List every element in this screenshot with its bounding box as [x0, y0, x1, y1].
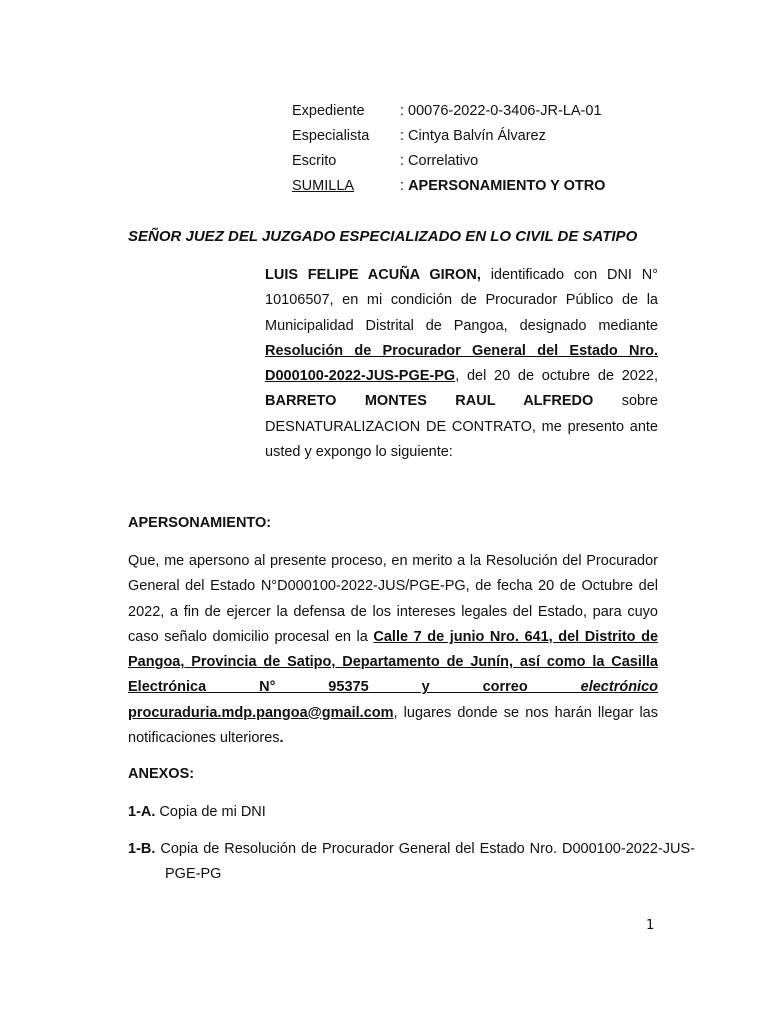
annex-item — [128, 837, 695, 888]
annex-key: 1-B. — [128, 841, 156, 857]
intro-text-3: sobre DESNATURALIZACION DE CONTRATO, me presento ante usted y expongo lo siguiente: — [265, 393, 658, 461]
header-label: Escrito — [292, 153, 337, 169]
annex-text: Copia de mi DNI — [155, 804, 266, 820]
email-word: electrónico — [580, 679, 658, 696]
apersonamiento-text-2: , lugares donde se nos harán llegar las notificaciones ulteriores — [128, 704, 658, 747]
apersonamiento-text-1: Que, me apersono al presente proceso, en merito a la Resolución del Procurador General del Estado N°D000100-2022-JUS/PGE-PG, de fecha 20 de Octubre del 2022, a fin de ejercer la defensa de los intereses legales del Estado, para cuyo caso señalo domicilio procesal en la — [128, 553, 658, 645]
apersonamiento-paragraph — [128, 549, 658, 751]
party-name: BARRETO MONTES RAUL ALFREDO — [265, 393, 594, 410]
sumilla-value: APERSONAMIENTO Y OTRO — [408, 178, 606, 194]
attorney-name: LUIS FELIPE ACUÑA GIRON, — [265, 267, 481, 283]
resolution-reference: Resolución de Procurador General del Estado Nro. D000100-2022-JUS-PGE-PG — [265, 342, 658, 385]
procedural-address: Calle 7 de junio Nro. 641, del Distrito de Pangoa, Provincia de Satipo, Departamento de Junín, así como la Casilla Electrónica N° 95375 y correo — [128, 628, 659, 696]
header-value — [400, 176, 605, 201]
case-header — [292, 101, 605, 201]
header-value: : Correlativo — [400, 153, 479, 169]
header-row-escrito — [292, 151, 605, 176]
closing-period: . — [279, 730, 284, 747]
header-value: : 00076-2022-0-3406-JR-LA-01 — [400, 103, 602, 119]
intro-paragraph — [265, 263, 658, 465]
intro-text-1: identificado con DNI N° 10106507, en mi condición de Procurador Público de la Municipalidad Distrital de Pangoa, designado mediante — [265, 267, 658, 334]
anexos-title: ANEXOS: — [128, 766, 195, 782]
email-address: procuraduria.mdp.pangoa@gmail.com — [128, 704, 394, 721]
header-label: Especialista — [292, 128, 370, 144]
annex-item — [128, 800, 658, 825]
header-separator: : — [400, 178, 409, 194]
apersonamiento-title: APERSONAMIENTO: — [128, 515, 272, 531]
header-row-especialista — [292, 126, 605, 151]
annex-text: Copia de Resolución de Procurador General del Estado Nro. D000100-2022-JUS-PGE-PG — [155, 841, 695, 883]
annex-key: 1-A. — [128, 804, 156, 820]
header-row-expediente — [292, 101, 605, 126]
intro-text-2: , del 20 de octubre de 2022, — [455, 368, 658, 385]
page-number: 1 — [646, 918, 655, 933]
header-value: : Cintya Balvín Álvarez — [400, 128, 546, 144]
addressee-heading: SEÑOR JUEZ DEL JUZGADO ESPECIALIZADO EN LO CIVIL DE SATIPO — [128, 228, 638, 245]
header-label: Expediente — [292, 103, 365, 119]
header-label-sumilla: SUMILLA — [292, 178, 355, 194]
header-row-sumilla — [292, 176, 605, 201]
